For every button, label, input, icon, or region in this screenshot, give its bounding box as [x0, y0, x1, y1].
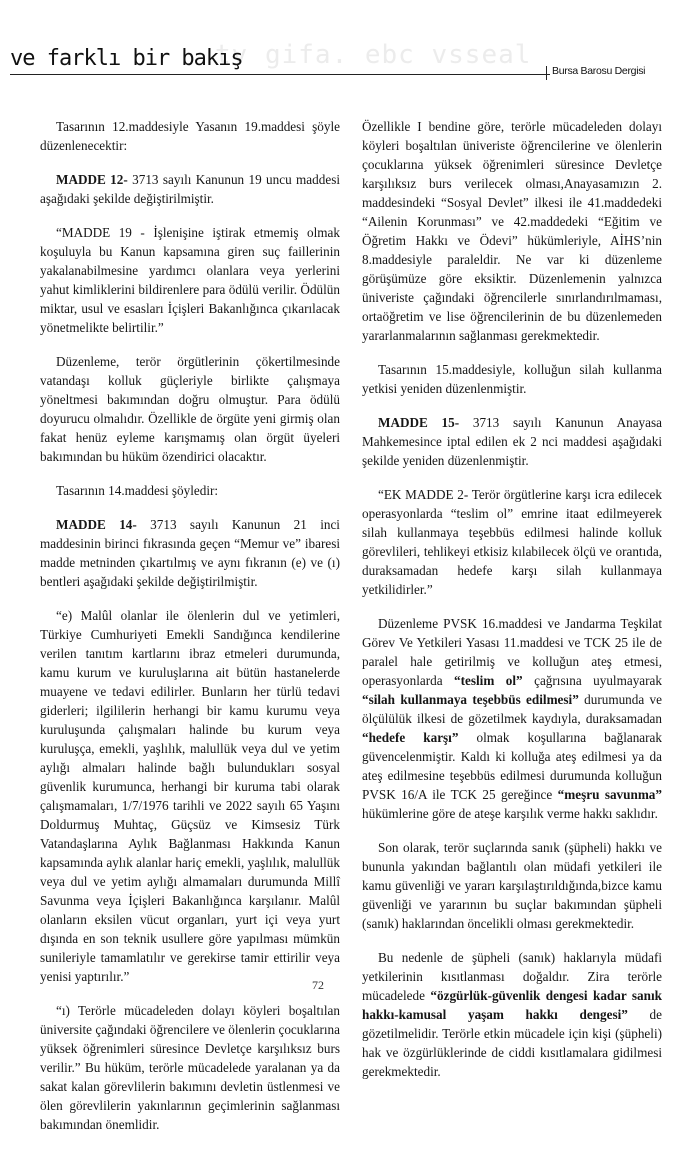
- paragraph: Tasarının 12.maddesiyle Yasanın 19.maddesi şöyle düzenlenecektir:: [40, 119, 340, 153]
- page-header: [0, 0, 700, 100]
- article-heading: MADDE 14-: [56, 517, 137, 532]
- section-title: ve farklı bir bakış: [10, 46, 243, 71]
- paragraph: Özellikle I bendine göre, terörle mücadeleden dolayı köyleri boşaltılan üniveriste öğrencilerine ve ölenlerin çocuklarına yüksek öğrenimleri süresince Devletçe karşılıksız burs verilecek olması,Anayasamızın 2. maddesindeki “Sosyal Devlet” ilkesi ile 41.maddedeki “Ailenin Korunması” ve 42.maddedeki “Eğitim ve Öğretim Hakkı ve Ödevi” hükümleriyle, AİHS’nin 8.maddesiyle paraleldir. Ne var ki düzenleme görüşümüze göre eksiktir. Düzenlemenin yalnızca üniveriste çağındaki öğrencilerle sınırlandırılmaması, ortaöğretim ve lise öğrencilerinin de bu düzenlemeden yararlanmalarının sağlanması gerekmektedir.: [362, 119, 662, 343]
- paragraph: Tasarının 14.maddesi şöyledir:: [56, 483, 219, 498]
- paragraph: Düzenleme, terör örgütlerinin çökertilmesinde vatandaşı kolluk güçleriyle birlikte çalışmaya yöneltmesi bakımından doğru olmuştur. Para ödülü doyurucu olmalıdır. Özellikle de örgüte yeni girmiş olan fakat henüz eyleme karışmamış olan örgüt üyeleri bakımından bu hüküm özendirici olacaktır.: [40, 354, 340, 464]
- article-heading: MADDE 15-: [378, 415, 460, 430]
- header-rule: [10, 74, 550, 75]
- article-paragraph: [40, 170, 340, 208]
- emphasis: “teslim ol”: [454, 673, 523, 688]
- left-column: [40, 117, 340, 1149]
- paragraph-text: olmak koşullarına bağlanarak güvencelenmiştir. Kaldı ki kolluğa ateş edilmesi ya da ateş edilmesine teşebbüs edilmesi durumunda kolluğun PVSK 16/A ile TCK 25 gereğince: [362, 730, 662, 802]
- emphasis: “meşru savunma”: [557, 787, 662, 802]
- paragraph: Tasarının 15.maddesiyle, kolluğun silah kullanma yetkisi yeniden düzenlenmiştir.: [362, 362, 662, 396]
- page-number: 72: [312, 978, 324, 992]
- ghost-header-text: tv gifa. ebc vsseal: [215, 40, 532, 70]
- paragraph-text: 3713 sayılı Kanunun Anayasa Mahkemesince iptal edilen ek 2 nci maddesi aşağıdaki şekilde yeniden düzenlenmiştir.: [362, 415, 662, 468]
- paragraph-text: 3713 sayılı Kanunun 21 inci maddesinin birinci fıkrasında geçen “Memur ve” ibaresi madde metninden çıkartılmış ve aynı fıkranın (e) ve (ı) bentleri aşağıdaki şekilde değiştirilmiştir.: [40, 517, 340, 589]
- paragraph: Son olarak, terör suçlarında sanık (şüpheli) hakkı ve bununla yakından bağlantılı olan müdafi yetkileri ile kamu güvenliği ve yararı karşılaştırıldığında,bizce kamu güvenliği ve yararının bu suçlar bakımından şüpheli (sanık) haklarından öncelikli olması gerekmektedir.: [362, 840, 662, 931]
- right-column: [362, 117, 662, 1096]
- paragraph-text: Bu nedenle de şüpheli (sanık) haklarıyla müdafi yetkilerinin kısıtlanması doğaldır. Zira terörle mücadelede: [362, 950, 662, 1003]
- paragraph-text: hükümlerine göre de ateşe karşılık verme hakkı saklıdır.: [362, 806, 658, 821]
- paragraph-text: 3713 sayılı Kanunun 19 uncu maddesi aşağıdaki şekilde değiştirilmiştir.: [40, 172, 340, 206]
- paragraph-text: durumunda ve ölçülülük ilkesi de gözetilmek kaydıyla, duraksamadan: [362, 692, 663, 726]
- emphasis: “silah kullanmaya teşebbüs edilmesi”: [362, 692, 579, 707]
- header-rule-tick: [546, 66, 547, 80]
- paragraph-text: de gözetilmelidir. Terörle etkin mücadele için kişi (şüpheli) hak ve özgürlüklerinde de ciddi kısıtlamalara gidilmesi gerekmektedir.: [362, 1007, 662, 1079]
- emphasis: “özgürlük-güvenlik dengesi kadar sanık hakkı-kamusal yaşam hakkı dengesi”: [362, 988, 662, 1022]
- article-paragraph: [362, 413, 662, 470]
- paragraph-text: Düzenleme PVSK 16.maddesi ve Jandarma Teşkilat Görev Ve Yetkileri Yasası 11.maddesi ve TCK 25 ile de paralel hale getirilmiş ve kolluğun ateş etmesi, operasyonlarda: [362, 616, 662, 688]
- paragraph: [362, 948, 662, 1081]
- quoted-article: “MADDE 19 - İşlenişine iştirak etmemiş olmak koşuluyla bu Kanun kapsamına giren suç faillerinin yakalanabilmesine yardımcı olanlara veya yerlerini yahut kimliklerini bildirenlere para ödülü verilir. Ödülün miktar, usul ve esasları İçişleri Bakanlığınca çıkarılacak yönetmelikte belirtilir.”: [40, 225, 340, 335]
- article-paragraph: [40, 515, 340, 591]
- quoted-article: “EK MADDE 2- Terör örgütlerine karşı icra edilecek operasyonlarda “teslim ol” emrine itaat edilmeyerek silah kullanmaya teşebbüs edilmesi halinde kolluk görevlileri, tehlikeyi etkisiz kılabilecek ölçü ve orantıda, duraksamadan hedefe karşı silah kullanmaya yetkilidirler.”: [362, 487, 662, 597]
- paragraph-text: çağrısına uyulmayarak: [522, 673, 662, 688]
- article-heading: MADDE 12-: [56, 172, 128, 187]
- journal-name: Bursa Barosu Dergisi: [552, 65, 646, 77]
- paragraph: [362, 614, 662, 823]
- quoted-article: “e) Malûl olanlar ile ölenlerin dul ve yetimleri, Türkiye Cumhuriyeti Emekli Sandığınca kendilerine verilen tanıtım kartlarını ibraz etmeleri durumunda, kamu kurum ve kuruluşlarına ait bütün hastanelerde muayene ve tedavi edilirler. Bunların her türlü tedavi giderleri; ilgililerin herhangi bir kamu kurumu veya kuruluşunda çalışmaları halinde bu kurum veya kuruluşça, emekli, yaşlılık, malullük veya dul ve yetim aylığı almaları halinde bağlı bulundukları sosyal güvenlik kurumunca, herhangi bir kuruma tabi olarak çalışmamaları, 1/7/1976 tarihli ve 2022 sayılı 65 Yaşını Doldurmuş Muhtaç, Güçsüz ve Kimsesiz Türk Vatandaşlarına Aylık Bağlanması Hakkında Kanun kapsamında aylık alanlar hariç emekli, yaşlılık, malullük veya dul ve yetim aylığı almamaları durumunda Millî Savunma veya İçişleri Bakanlığınca karşılanır. Malûl olanların eksilen vücut organları, yurt içi veya yurt dışında en son teknik usullere göre yapılması mümkün sunileriyle tamamlatılır ve gerekirse tamir ettirilir veya yenisi yaptırılır.”: [40, 608, 340, 984]
- quoted-article: “ı) Terörle mücadeleden dolayı köyleri boşaltılan üniversite çağındaki öğrencilere ve ölenlerin çocuklarına yüksek öğrenimleri süresince Devletçe karşılıksız burs verilir.” Bu hüküm, terörle mücadelede yaralanan ya da sakat kalan görevlilerin bakımını devletin üstlenmesi ve ölen görevlilerin yakınlarının geçimlerinin sağlanması bakımından önemlidir.: [40, 1003, 340, 1132]
- emphasis: “hedefe karşı”: [362, 730, 459, 745]
